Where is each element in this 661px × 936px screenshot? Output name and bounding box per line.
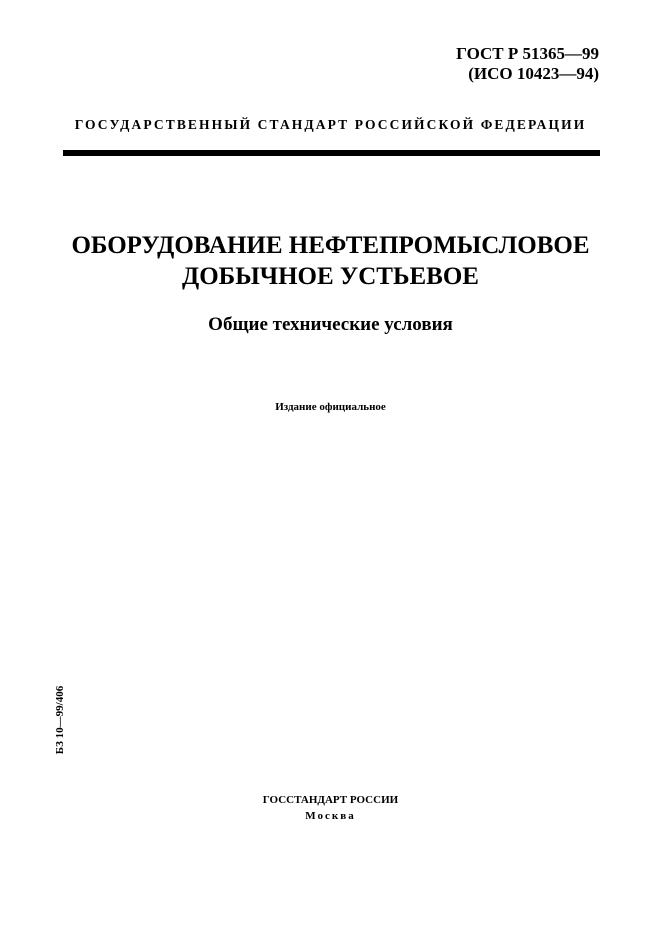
- document-title: [0, 230, 661, 292]
- standard-number-block: [456, 44, 599, 84]
- header-rule: [63, 150, 600, 156]
- document-subtitle: Общие технические условия: [208, 314, 453, 335]
- edition-note: Издание официальное: [275, 401, 386, 413]
- iso-number: (ИСО 10423—94): [468, 64, 599, 83]
- side-catalog-code: БЗ 10—99/406: [54, 685, 66, 755]
- title-line-1: ОБОРУДОВАНИЕ НЕФТЕПРОМЫСЛОВОЕ: [71, 232, 590, 259]
- state-standard-header: ГОСУДАРСТВЕННЫЙ СТАНДАРТ РОССИЙСКОЙ ФЕДЕРАЦИИ: [74, 117, 587, 132]
- title-line-2: ДОБЫЧНОЕ УСТЬЕВОЕ: [182, 263, 479, 290]
- standard-number: ГОСТ Р 51365—99: [456, 44, 599, 63]
- publisher-city: Москва: [305, 810, 356, 822]
- publisher-name: ГОССТАНДАРТ РОССИИ: [262, 794, 399, 806]
